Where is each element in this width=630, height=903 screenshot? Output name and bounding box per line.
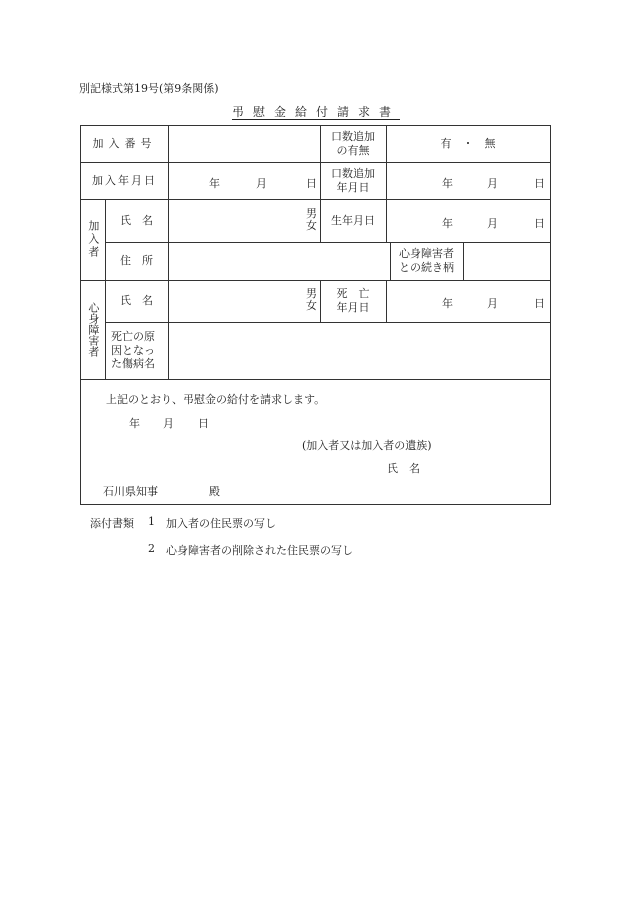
join-date-year: 年 bbox=[209, 177, 220, 190]
membership-number-field[interactable] bbox=[169, 127, 319, 161]
member-birth-label: 生年月日 bbox=[331, 213, 375, 227]
disabled-person-group-label: 心身障害者 bbox=[86, 302, 100, 357]
disabled-name-label: 氏 名 bbox=[120, 294, 153, 308]
death-date-month: 月 bbox=[487, 297, 498, 310]
attachment-1-number: 1 bbox=[148, 515, 155, 528]
member-address-field[interactable] bbox=[169, 243, 389, 279]
addressee: 石川県知事 bbox=[103, 485, 158, 498]
membership-number-label: 加入番号 bbox=[92, 137, 157, 151]
column-divider bbox=[386, 280, 387, 322]
cause-of-death-field[interactable] bbox=[169, 323, 549, 378]
applicant-name-field[interactable] bbox=[426, 456, 536, 474]
honorific: 殿 bbox=[209, 485, 220, 498]
attachments-label: 添付書類 bbox=[90, 517, 134, 530]
join-date-month: 月 bbox=[256, 177, 267, 190]
applicant-role: (加入者又は加入者の遺族) bbox=[302, 439, 432, 452]
member-name-label: 氏 名 bbox=[120, 213, 153, 227]
attachment-1-text: 加入者の住民票の写し bbox=[166, 517, 276, 530]
declaration-date-month: 月 bbox=[163, 417, 174, 430]
member-sex-options[interactable]: 男 女 bbox=[306, 207, 317, 232]
attachment-2-text: 心身障害者の削除された住民票の写し bbox=[166, 544, 353, 557]
extra-units-date-day: 日 bbox=[534, 177, 545, 190]
disabled-name-field[interactable] bbox=[169, 281, 299, 321]
death-date-day: 日 bbox=[534, 297, 545, 310]
form-id: 別記様式第19号(第9条関係) bbox=[79, 82, 219, 95]
extra-units-choice[interactable]: 有 ・ 無 bbox=[440, 137, 496, 151]
member-group-label: 加入者 bbox=[86, 220, 100, 259]
death-date-year: 年 bbox=[442, 297, 453, 310]
declaration-statement: 上記のとおり、弔慰金の給付を請求します。 bbox=[106, 393, 326, 406]
disabled-sex-options[interactable]: 男 女 bbox=[306, 287, 317, 312]
extra-units-date-month: 月 bbox=[487, 177, 498, 190]
member-birth-year: 年 bbox=[442, 217, 453, 230]
extra-units-label: 口数追加 の有無 bbox=[331, 130, 375, 157]
column-divider bbox=[386, 199, 387, 242]
member-name-field[interactable] bbox=[169, 200, 299, 241]
cause-of-death-label: 死亡の原 因となっ た傷病名 bbox=[111, 329, 155, 371]
declaration-date-year: 年 bbox=[129, 417, 140, 430]
member-birth-month: 月 bbox=[487, 217, 498, 230]
applicant-name-label: 氏 名 bbox=[387, 462, 420, 475]
extra-units-date-year: 年 bbox=[442, 177, 453, 190]
join-date-label: 加入年月日 bbox=[92, 173, 157, 187]
member-address-label: 住 所 bbox=[120, 254, 153, 268]
member-birth-day: 日 bbox=[534, 217, 545, 230]
declaration-date-day: 日 bbox=[198, 417, 209, 430]
row-divider bbox=[81, 379, 550, 380]
extra-units-date-label: 口数追加 年月日 bbox=[331, 166, 375, 194]
attachment-2-number: 2 bbox=[148, 542, 155, 555]
application-form-table bbox=[80, 125, 551, 505]
member-relation-field[interactable] bbox=[464, 243, 549, 279]
death-date-label: 死 亡 年月日 bbox=[336, 287, 370, 314]
page-title: 弔慰金給付請求書 bbox=[231, 105, 400, 119]
member-relation-label: 心身障害者 との続き柄 bbox=[399, 247, 454, 274]
join-date-day: 日 bbox=[306, 177, 317, 190]
